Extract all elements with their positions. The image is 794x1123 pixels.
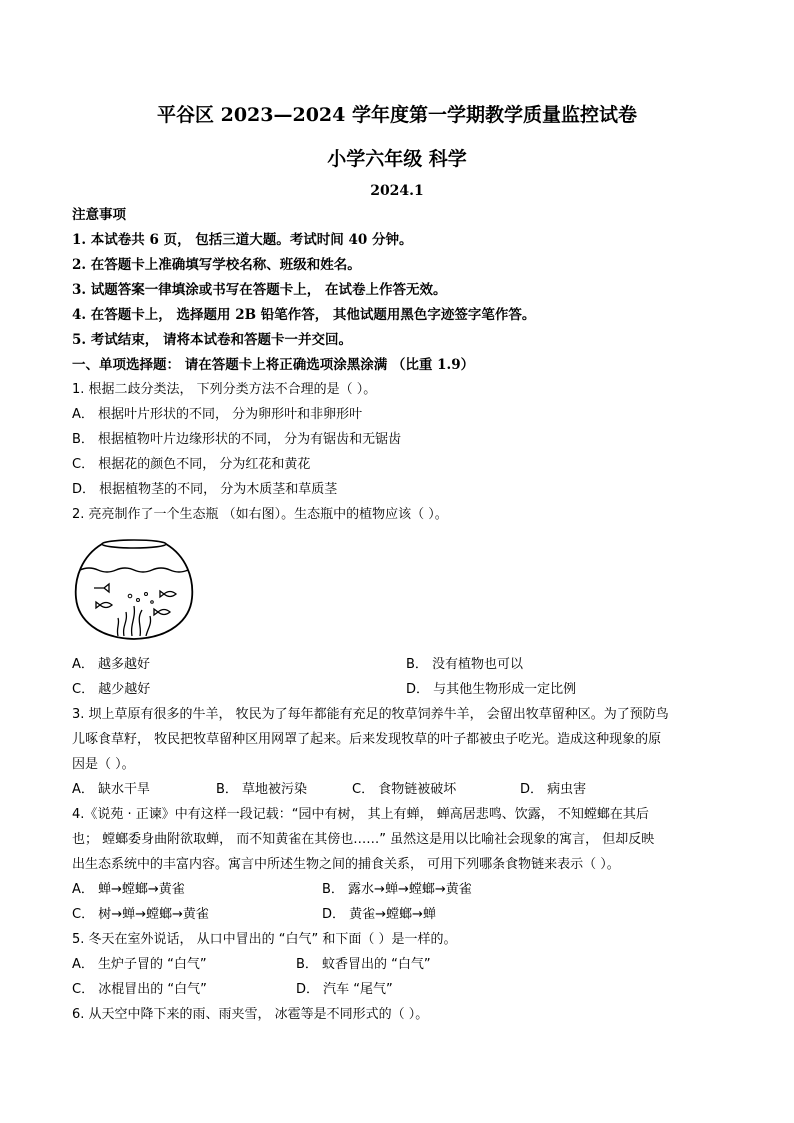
question-stem-line: 因是（ ）。 <box>72 757 135 772</box>
question-stem-line: 3. 坝上草原有很多的牛羊， 牧民为了每年都能有充足的牧草饲养牛羊， 会留出牧草留种区。为了预防鸟 <box>72 707 669 722</box>
exam-date: 2024.1 <box>370 183 424 199</box>
option-d: D． 病虫害 <box>520 782 587 797</box>
question-stem: 1. 根据二歧分类法， 下列分类方法不合理的是（ ）。 <box>72 382 377 397</box>
option-c: C． 冰棍冒出的 “白气” <box>72 982 207 997</box>
notes-item: 1. 本试卷共 6 页， 包括三道大题。考试时间 40 分钟。 <box>72 232 413 248</box>
ecosystem-bottle-image <box>72 538 196 642</box>
option-a: A． 缺水干旱 <box>72 782 151 797</box>
notes-item: 5. 考试结束， 请将本试卷和答题卡一并交回。 <box>72 332 352 348</box>
option-d: D． 与其他生物形成一定比例 <box>406 682 577 697</box>
option-a: A． 越多越好 <box>72 657 151 672</box>
option-c: C． 食物链被破坏 <box>352 782 457 797</box>
option-a: A． 蝉→螳螂→黄雀 <box>72 882 185 897</box>
question-stem-line: 也； 螳螂委身曲附欲取蝉， 而不知黄雀在其傍也……” 虽然这是用以比喻社会现象的寓言， 但却反映 <box>72 832 655 847</box>
notes-item: 2. 在答题卡上准确填写学校名称、班级和姓名。 <box>72 257 361 273</box>
option-c: C． 树→蝉→螳螂→黄雀 <box>72 907 209 922</box>
section-heading: 一、单项选择题： 请在答题卡上将正确选项涂黑涂满 （比重 1.9） <box>72 357 475 373</box>
option-a: A． 根据叶片形状的不同， 分为卵形叶和非卵形叶 <box>72 407 363 422</box>
option-d: D． 根据植物茎的不同， 分为木质茎和草质茎 <box>72 482 338 497</box>
exam-subtitle: 小学六年级 科学 <box>327 148 467 170</box>
option-b: B． 露水→蝉→螳螂→黄雀 <box>322 882 472 897</box>
option-b: B． 根据植物叶片边缘形状的不同， 分为有锯齿和无锯齿 <box>72 432 402 447</box>
question-stem: 2. 亮亮制作了一个生态瓶 （如右图）。生态瓶中的植物应该（ ）。 <box>72 507 448 522</box>
option-c: C． 根据花的颜色不同， 分为红花和黄花 <box>72 457 311 472</box>
exam-title: 平谷区 2023—2024 学年度第一学期教学质量监控试卷 <box>157 104 637 126</box>
question-stem-line: 4.《说苑 · 正谏》中有这样一段记载：“园中有树， 其上有蝉， 蝉高居悲鸣、饮露， 不知螳螂在其后 <box>72 807 649 822</box>
option-d: D． 汽车 “尾气” <box>296 982 393 997</box>
notes-item: 4. 在答题卡上， 选择题用 2B 铅笔作答， 其他试题用黑色字迹签字笔作答。 <box>72 307 536 323</box>
question-stem: 6. 从天空中降下来的雨、雨夹雪， 冰雹等是不同形式的（ ）。 <box>72 1007 429 1022</box>
option-b: B． 草地被污染 <box>216 782 308 797</box>
option-b: B． 没有植物也可以 <box>406 657 524 672</box>
notes-item: 3. 试题答案一律填涂或书写在答题卡上， 在试卷上作答无效。 <box>72 282 447 298</box>
question-stem-line: 出生态系统中的丰富内容。寓言中所述生物之间的捕食关系， 可用下列哪条食物链来表示（ ）。 <box>72 857 620 872</box>
option-d: D． 黄雀→螳螂→蝉 <box>322 907 436 922</box>
option-b: B． 蚊香冒出的 “白气” <box>296 957 431 972</box>
option-c: C． 越少越好 <box>72 682 151 697</box>
question-stem: 5. 冬天在室外说话， 从口中冒出的 “白气” 和下面（ ）是一样的。 <box>72 932 457 947</box>
option-a: A． 生炉子冒的 “白气” <box>72 957 207 972</box>
question-stem-line: 儿啄食草籽， 牧民把牧草留种区用网罩了起来。后来发现牧草的叶子都被虫子吃光。造成这种现象的原 <box>72 732 662 747</box>
notes-heading: 注意事项 <box>72 207 126 223</box>
